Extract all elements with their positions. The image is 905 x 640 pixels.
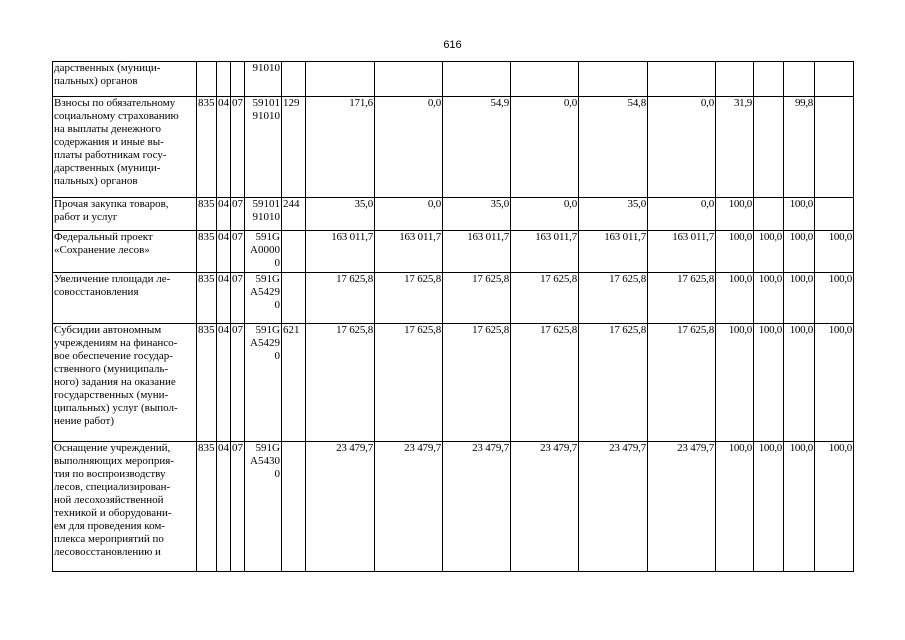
subsection-code-cell: 07 (231, 97, 245, 198)
percent-cell-3: 100,0 (784, 442, 815, 572)
percent-cell-1 (716, 62, 754, 97)
percent-cell-2 (754, 97, 784, 198)
target-code-line: 91010 (252, 62, 280, 74)
item-name-line: работ и услуг (54, 211, 118, 223)
amount-cell-6: 17 625,8 (648, 273, 716, 324)
amount-cell-1: 23 479,7 (306, 442, 375, 572)
item-name-line: лесов, специализирован- (54, 481, 171, 493)
target-code-line: 0 (274, 350, 280, 362)
section-code-cell: 04 (217, 324, 231, 442)
ministry-code-cell: 835 (197, 198, 217, 231)
percent-cell-2 (754, 198, 784, 231)
section-code-cell: 04 (217, 231, 231, 273)
amount-cell-5: 163 011,7 (579, 231, 648, 273)
item-name-line: пальных) органов (54, 175, 138, 187)
item-name-line: нение работ) (54, 415, 114, 427)
expense-type-cell (282, 442, 306, 572)
percent-cell-2: 100,0 (754, 324, 784, 442)
amount-cell-4: 17 625,8 (511, 324, 579, 442)
subsection-code-cell: 07 (231, 324, 245, 442)
percent-cell-2: 100,0 (754, 442, 784, 572)
amount-cell-3: 163 011,7 (443, 231, 511, 273)
amount-cell-3: 17 625,8 (443, 324, 511, 442)
percent-cell-2: 100,0 (754, 231, 784, 273)
item-name-line: пальных) органов (54, 75, 138, 87)
amount-cell-4: 163 011,7 (511, 231, 579, 273)
ministry-code-cell: 835 (197, 273, 217, 324)
amount-cell-5: 17 625,8 (579, 324, 648, 442)
expense-type-cell (282, 231, 306, 273)
subsection-code-cell: 07 (231, 273, 245, 324)
amount-cell-6: 0,0 (648, 198, 716, 231)
amount-cell-6: 163 011,7 (648, 231, 716, 273)
target-code-line: A0000 (250, 244, 280, 256)
percent-cell-4: 100,0 (815, 324, 854, 442)
item-name-line: ной лесохозяйственной (54, 494, 164, 506)
item-name-cell (53, 324, 197, 442)
section-code-cell: 04 (217, 442, 231, 572)
amount-cell-1: 17 625,8 (306, 324, 375, 442)
percent-cell-3: 100,0 (784, 273, 815, 324)
target-code-line: A5429 (250, 286, 280, 298)
amount-cell-5: 54,8 (579, 97, 648, 198)
percent-cell-3: 99,8 (784, 97, 815, 198)
target-code-line: 59101 (252, 97, 280, 109)
item-name-line: Оснащение учреждений, (54, 442, 171, 454)
item-name-line: Увеличение площади ле- (54, 273, 171, 285)
item-name-line: Федеральный проект (54, 231, 153, 243)
amount-cell-6: 17 625,8 (648, 324, 716, 442)
item-name-line: выполняющих мероприя- (54, 455, 174, 467)
amount-cell-2: 163 011,7 (375, 231, 443, 273)
amount-cell-1 (306, 62, 375, 97)
percent-cell-3 (784, 62, 815, 97)
subsection-code-cell: 07 (231, 231, 245, 273)
item-name-line: ственного (муниципаль- (54, 363, 169, 375)
expense-type-cell: 244 (282, 198, 306, 231)
expense-type-cell: 129 (282, 97, 306, 198)
target-code-line: 591G (255, 442, 280, 454)
amount-cell-2: 17 625,8 (375, 273, 443, 324)
percent-cell-4 (815, 198, 854, 231)
subsection-code-cell (231, 62, 245, 97)
item-name-line: лесовосстановлению и (54, 546, 161, 558)
item-name-line: социальному страхованию (54, 110, 179, 122)
percent-cell-4 (815, 62, 854, 97)
target-code-line: 59101 (252, 198, 280, 210)
amount-cell-2: 17 625,8 (375, 324, 443, 442)
item-name-cell (53, 62, 197, 97)
table-row (53, 273, 854, 324)
subsection-code-cell: 07 (231, 442, 245, 572)
percent-cell-1: 100,0 (716, 442, 754, 572)
target-code-cell (245, 231, 282, 273)
item-name-line: Взносы по обязательному (54, 97, 176, 109)
item-name-cell (53, 231, 197, 273)
target-code-cell (245, 324, 282, 442)
amount-cell-3 (443, 62, 511, 97)
item-name-line: на выплаты денежного (54, 123, 161, 135)
table-row (53, 62, 854, 97)
ministry-code-cell: 835 (197, 97, 217, 198)
amount-cell-5: 35,0 (579, 198, 648, 231)
target-code-line: A5430 (250, 455, 280, 467)
ministry-code-cell: 835 (197, 442, 217, 572)
target-code-cell (245, 62, 282, 97)
amount-cell-2: 0,0 (375, 198, 443, 231)
amount-cell-5 (579, 62, 648, 97)
subsection-code-cell: 07 (231, 198, 245, 231)
amount-cell-2 (375, 62, 443, 97)
amount-cell-1: 17 625,8 (306, 273, 375, 324)
amount-cell-2: 23 479,7 (375, 442, 443, 572)
item-name-line: плекса мероприятий по (54, 533, 164, 545)
percent-cell-4 (815, 97, 854, 198)
ministry-code-cell: 835 (197, 324, 217, 442)
percent-cell-3: 100,0 (784, 324, 815, 442)
target-code-cell (245, 273, 282, 324)
item-name-cell (53, 273, 197, 324)
item-name-line: учреждениям на финансо- (54, 337, 178, 349)
ministry-code-cell (197, 62, 217, 97)
item-name-line: «Сохранение лесов» (54, 244, 150, 256)
item-name-cell (53, 97, 197, 198)
section-code-cell: 04 (217, 273, 231, 324)
target-code-cell (245, 198, 282, 231)
item-name-line: ного) задания на оказание (54, 376, 176, 388)
section-code-cell (217, 62, 231, 97)
table-body (53, 62, 854, 572)
percent-cell-1: 100,0 (716, 324, 754, 442)
amount-cell-4: 0,0 (511, 97, 579, 198)
item-name-cell (53, 198, 197, 231)
amount-cell-1: 163 011,7 (306, 231, 375, 273)
item-name-line: техникой и оборудовани- (54, 507, 172, 519)
percent-cell-2 (754, 62, 784, 97)
percent-cell-1: 100,0 (716, 273, 754, 324)
percent-cell-4: 100,0 (815, 273, 854, 324)
table-row (53, 198, 854, 231)
percent-cell-1: 100,0 (716, 231, 754, 273)
target-code-line: 0 (274, 468, 280, 480)
amount-cell-6: 0,0 (648, 97, 716, 198)
expense-type-cell (282, 273, 306, 324)
amount-cell-3: 23 479,7 (443, 442, 511, 572)
item-name-line: дарственных (муници- (54, 62, 161, 74)
target-code-line: 91010 (252, 211, 280, 223)
item-name-line: дарственных (муници- (54, 162, 161, 174)
item-name-line: Субсидии автономным (54, 324, 162, 336)
amount-cell-1: 35,0 (306, 198, 375, 231)
amount-cell-4: 17 625,8 (511, 273, 579, 324)
amount-cell-1: 171,6 (306, 97, 375, 198)
target-code-cell (245, 442, 282, 572)
table-row (53, 324, 854, 442)
table-row (53, 97, 854, 198)
section-code-cell: 04 (217, 198, 231, 231)
amount-cell-3: 54,9 (443, 97, 511, 198)
amount-cell-3: 35,0 (443, 198, 511, 231)
target-code-line: 591G (255, 231, 280, 243)
item-name-line: вое обеспечение государ- (54, 350, 173, 362)
item-name-cell (53, 442, 197, 572)
percent-cell-1: 31,9 (716, 97, 754, 198)
target-code-line: 91010 (252, 110, 280, 122)
target-code-line: 591G (255, 273, 280, 285)
amount-cell-4: 0,0 (511, 198, 579, 231)
amount-cell-6 (648, 62, 716, 97)
percent-cell-3: 100,0 (784, 198, 815, 231)
amount-cell-5: 23 479,7 (579, 442, 648, 572)
percent-cell-4: 100,0 (815, 442, 854, 572)
budget-table (52, 61, 854, 572)
amount-cell-5: 17 625,8 (579, 273, 648, 324)
ministry-code-cell: 835 (197, 231, 217, 273)
item-name-line: ципальных) услуг (выпол- (54, 402, 178, 414)
target-code-line: 591G (255, 324, 280, 336)
percent-cell-2: 100,0 (754, 273, 784, 324)
expense-type-cell (282, 62, 306, 97)
expense-type-cell: 621 (282, 324, 306, 442)
table-row (53, 442, 854, 572)
amount-cell-4: 23 479,7 (511, 442, 579, 572)
percent-cell-4: 100,0 (815, 231, 854, 273)
item-name-line: совосстановления (54, 286, 139, 298)
item-name-line: ем для проведения ком- (54, 520, 166, 532)
percent-cell-1: 100,0 (716, 198, 754, 231)
page-number: 616 (443, 39, 462, 51)
item-name-line: Прочая закупка товаров, (54, 198, 169, 210)
target-code-cell (245, 97, 282, 198)
item-name-line: платы работникам госу- (54, 149, 167, 161)
percent-cell-3: 100,0 (784, 231, 815, 273)
amount-cell-3: 17 625,8 (443, 273, 511, 324)
item-name-line: государственных (муни- (54, 389, 169, 401)
target-code-line: 0 (274, 299, 280, 311)
table-row (53, 231, 854, 273)
target-code-line: A5429 (250, 337, 280, 349)
target-code-line: 0 (274, 257, 280, 269)
amount-cell-2: 0,0 (375, 97, 443, 198)
amount-cell-6: 23 479,7 (648, 442, 716, 572)
item-name-line: тия по воспроизводству (54, 468, 166, 480)
item-name-line: содержания и иные вы- (54, 136, 164, 148)
section-code-cell: 04 (217, 97, 231, 198)
amount-cell-4 (511, 62, 579, 97)
